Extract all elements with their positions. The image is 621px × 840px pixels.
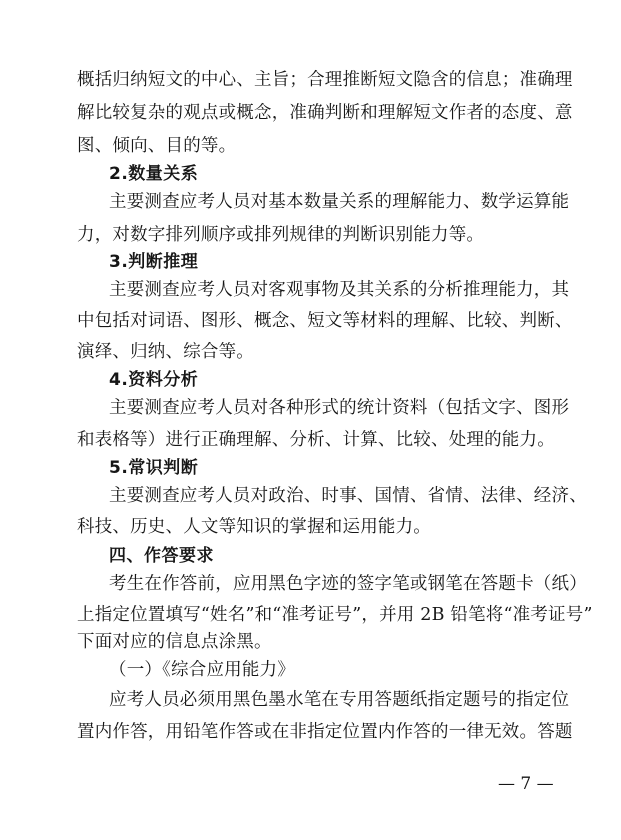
paragraph-line: 主要测查应考人员对基本数量关系的理解能力、数学运算能 (109, 192, 570, 212)
paragraph-line: 解比较复杂的观点或概念，准确判断和理解短文作者的态度、意 (77, 103, 573, 123)
paragraph-line: 和表格等）进行正确理解、分析、计算、比较、处理的能力。 (77, 430, 555, 450)
paragraph-line: 科技、历史、人文等知识的掌握和运用能力。 (77, 517, 431, 537)
section-heading-data-analysis: 4.资料分析 (109, 370, 199, 390)
section-heading-reasoning: 3.判断推理 (109, 252, 199, 272)
section-heading-common-sense: 5.常识判断 (109, 458, 199, 478)
paragraph-line: 置内作答，用铅笔作答或在非指定位置内作答的一律无效。答题 (77, 722, 573, 742)
paragraph-line: 考生在作答前，应用黑色字迹的签字笔或钢笔在答题卡（纸） (109, 574, 587, 594)
paragraph-line: 概括归纳短文的中心、主旨；合理推断短文隐含的信息；准确理 (77, 70, 573, 90)
paragraph-line: 主要测查应考人员对各种形式的统计资料（包括文字、图形 (109, 398, 570, 418)
paragraph-line: 中包括对词语、图形、概念、短文等材料的理解、比较、判断、 (77, 311, 573, 331)
subsection-heading-comprehensive: （一）《综合应用能力》 (109, 660, 295, 680)
paragraph-line: 主要测查应考人员对政治、时事、国情、省情、法律、经济、 (109, 486, 587, 506)
paragraph-line: 演绎、归纳、综合等。 (77, 342, 254, 362)
section-heading-quantity: 2.数量关系 (109, 164, 199, 184)
paragraph-line: 力，对数字排列顺序或排列规律的判断识别能力等。 (77, 225, 485, 245)
paragraph-line: 下面对应的信息点涂黑。 (77, 632, 272, 652)
paragraph-line: 上指定位置填写“姓名”和“准考证号”，并用 2B 铅笔将“准考证号” (77, 605, 593, 625)
paragraph-line: 图、倾向、目的等。 (77, 136, 237, 156)
paragraph-line: 主要测查应考人员对客观事物及其关系的分析推理能力，其 (109, 280, 570, 300)
section-heading-answer-requirements: 四、作答要求 (109, 546, 214, 566)
page-number: — 7 — (498, 774, 554, 794)
paragraph-line: 应考人员必须用黑色墨水笔在专用答题纸指定题号的指定位 (109, 690, 570, 710)
